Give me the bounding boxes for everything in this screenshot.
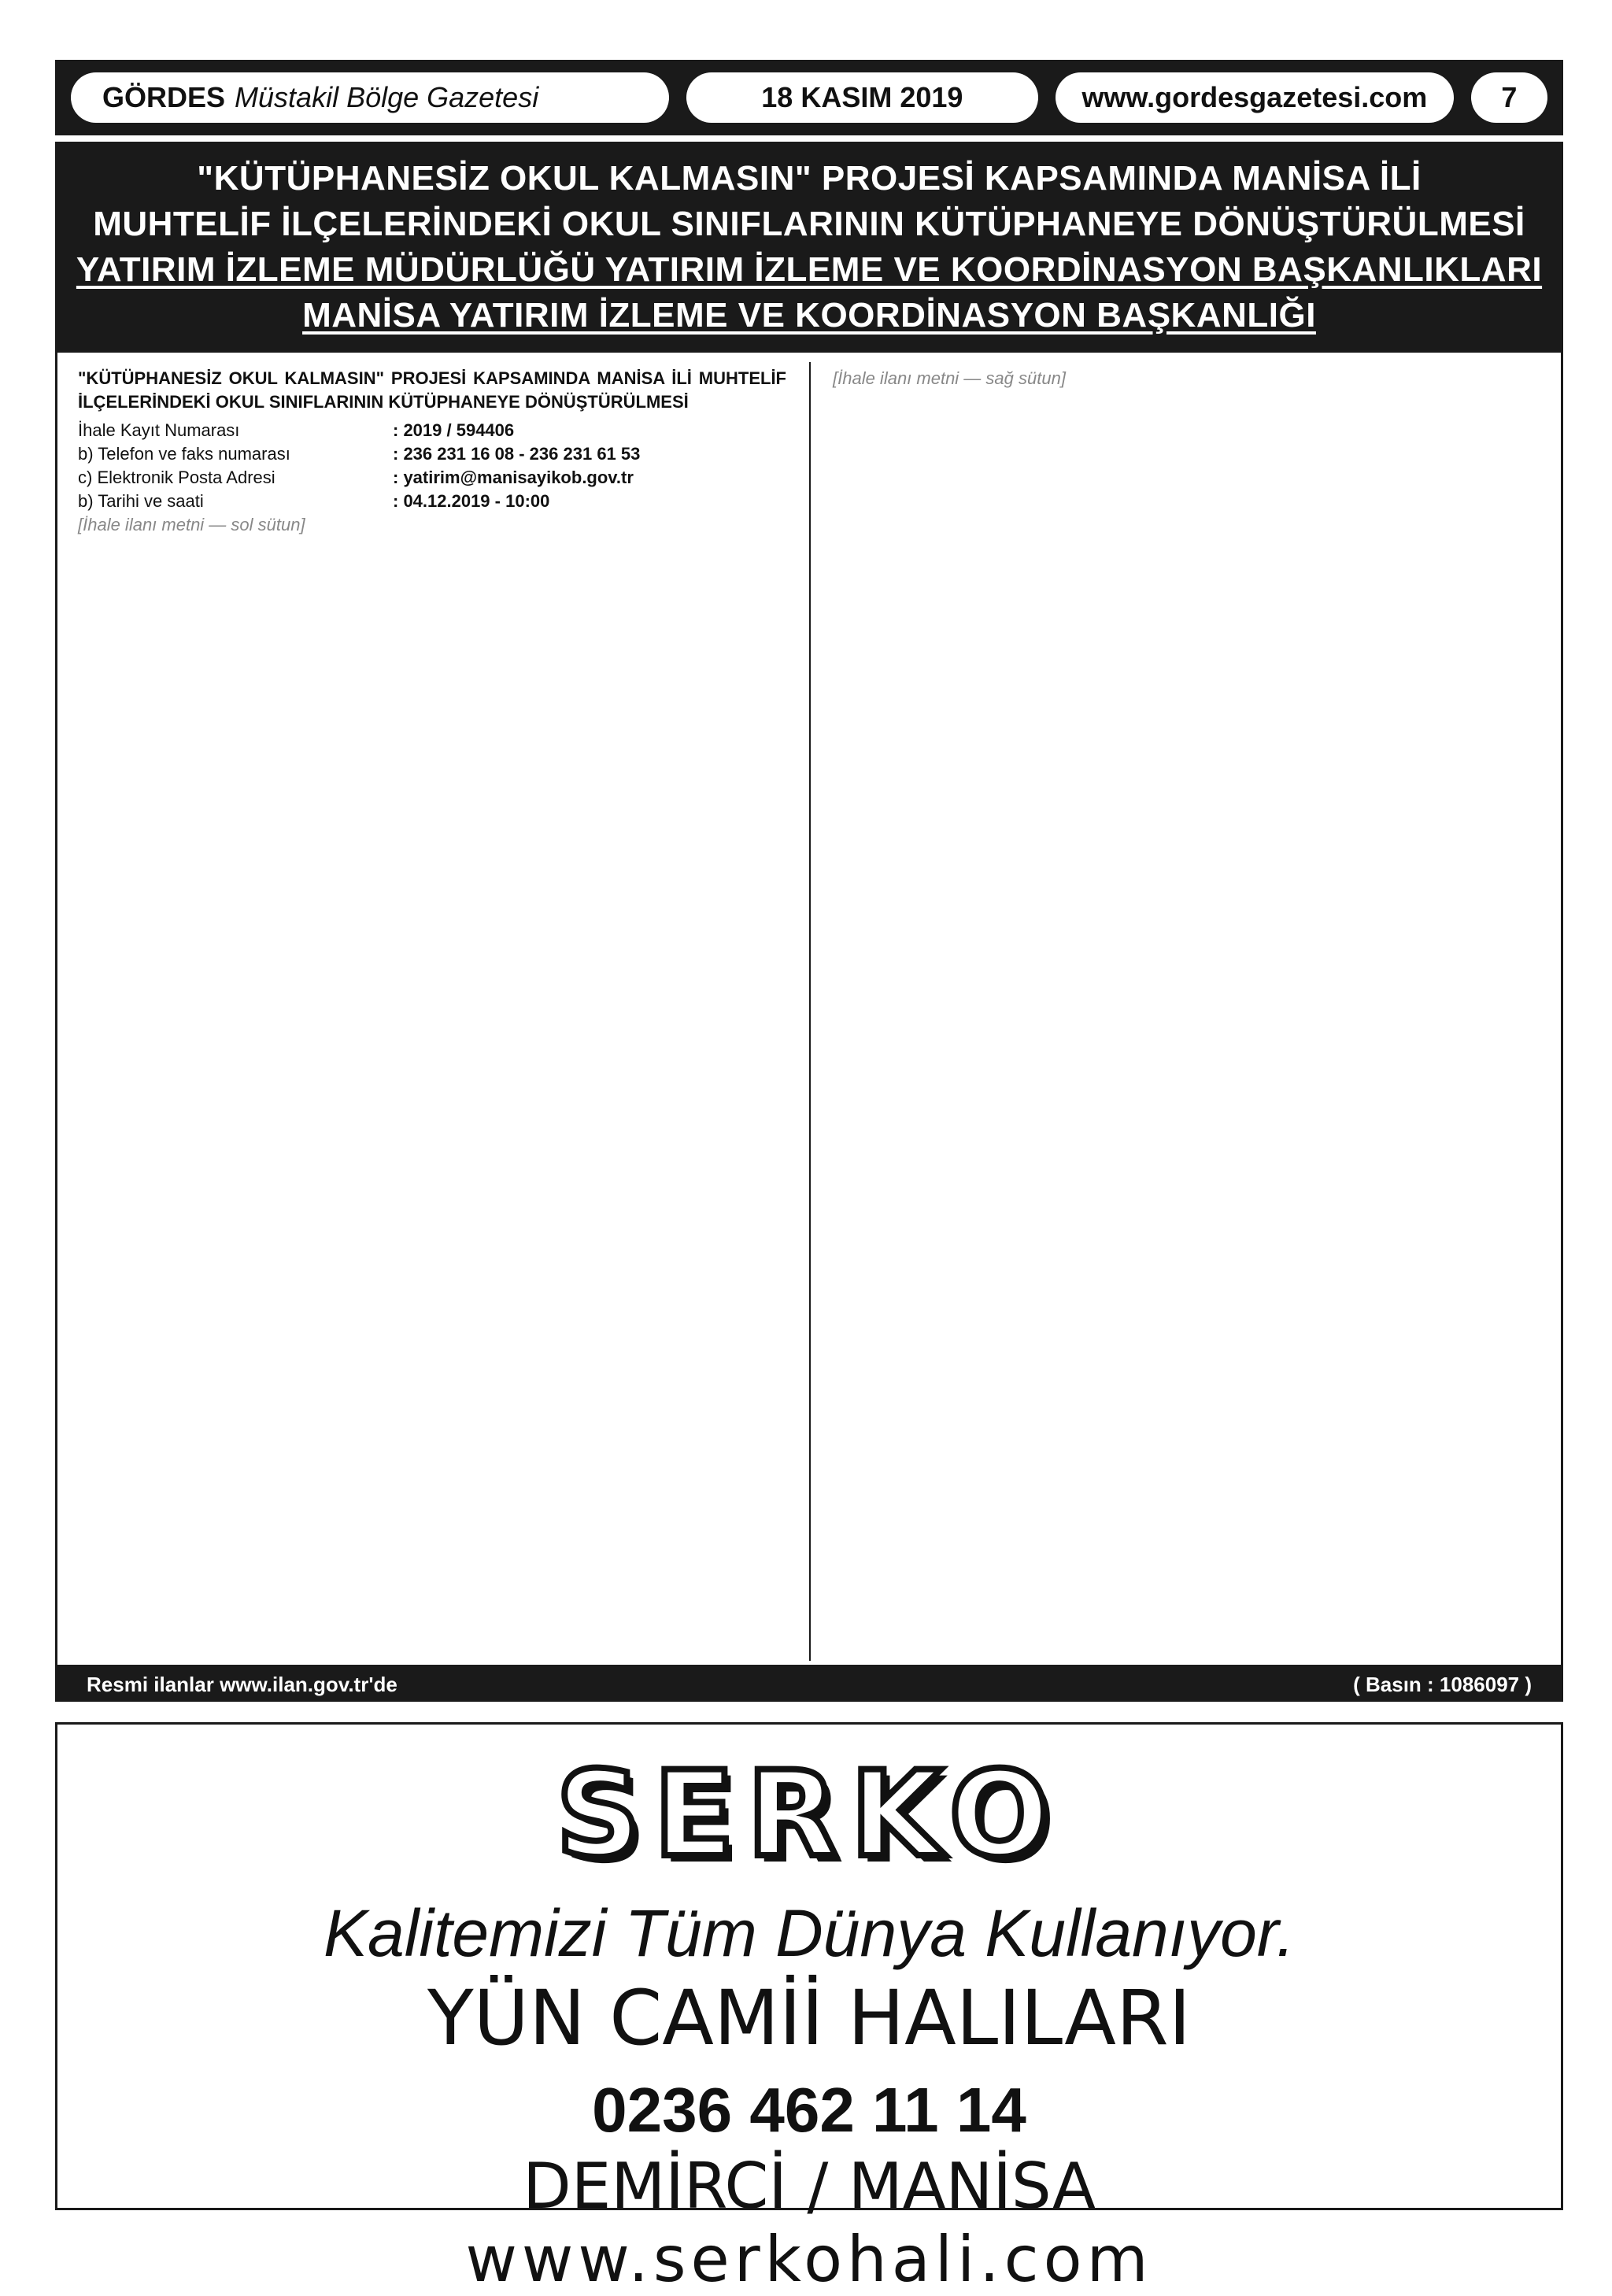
phone-value: : 236 231 16 08 - 236 231 61 53	[393, 444, 641, 464]
newspaper-name-bold: GÖRDES	[102, 81, 226, 113]
tender-body-left: [İhale ilanı metni — sol sütun]	[78, 515, 305, 534]
tender-column-right	[833, 367, 1541, 395]
phone-row	[78, 442, 786, 466]
headline-line-4: MANİSA YATIRIM İZLEME VE KOORDİNASYON BAŞKANLIĞI	[302, 296, 1316, 335]
ad-city: DEMİRCİ / MANİSA	[523, 2150, 1096, 2223]
email-value[interactable]: : yatirim@manisayikob.gov.tr	[393, 468, 634, 487]
tender-headline	[55, 142, 1563, 353]
notice-footer	[55, 1667, 1563, 1702]
issue-date: 18 KASIM 2019	[686, 72, 1038, 123]
phone-label: b) Telefon ve faks numarası	[78, 444, 290, 464]
column-divider	[809, 362, 811, 1661]
email-label: c) Elektronik Posta Adresi	[78, 468, 275, 487]
tender-date-row	[78, 490, 786, 513]
page-number: 7	[1471, 72, 1547, 123]
ad-slogan: Kalitemizi Tüm Dünya Kullanıyor.	[324, 1896, 1295, 1970]
masthead	[55, 60, 1563, 135]
newspaper-name-italic: Müstakil Bölge Gazetesi	[235, 81, 539, 113]
newspaper-name	[71, 72, 669, 123]
ad-brand-logo: SERKO	[556, 1747, 1063, 1884]
press-number: ( Basın : 1086097 )	[1353, 1672, 1532, 1696]
headline-line-1: "KÜTÜPHANESİZ OKUL KALMASIN" PROJESİ KAPSAMINDA MANİSA İLİ	[197, 159, 1422, 198]
ad-url[interactable]: www.serkohali.com	[465, 2223, 1153, 2296]
serko-advertisement	[55, 1722, 1563, 2296]
tender-notice	[55, 353, 1563, 1667]
email-row	[78, 466, 786, 490]
newspaper-url[interactable]: www.gordesgazetesi.com	[1056, 72, 1454, 123]
registration-value: : 2019 / 594406	[393, 420, 515, 440]
headline-line-3: YATIRIM İZLEME MÜDÜRLÜĞÜ YATIRIM İZLEME VE KOORDİNASYON BAŞKANLIKLARI	[76, 250, 1543, 289]
ad-phone: 0236 462 11 14	[592, 2075, 1026, 2145]
tender-intro: "KÜTÜPHANESİZ OKUL KALMASIN" PROJESİ KAPSAMINDA MANİSA İLİ MUHTELİF İLÇELERİNDEKİ OKUL SINIFLARININ KÜTÜPHANEYE DÖNÜŞTÜRÜLMESİ	[78, 368, 786, 412]
headline-line-2: MUHTELİF İLÇELERİNDEKİ OKUL SINIFLARININ KÜTÜPHANEYE DÖNÜŞTÜRÜLMESİ	[93, 205, 1525, 243]
tender-date-label: b) Tarihi ve saati	[78, 491, 204, 511]
tender-date-value: : 04.12.2019 - 10:00	[393, 491, 550, 511]
registration-label: İhale Kayıt Numarası	[78, 420, 240, 440]
tender-body-right: [İhale ilanı metni — sağ sütun]	[833, 368, 1066, 388]
tender-column-left	[78, 367, 786, 542]
official-notices-link[interactable]: Resmi ilanlar www.ilan.gov.tr'de	[87, 1672, 397, 1696]
ad-product: YÜN CAMİİ HALILARI	[427, 1974, 1191, 2062]
registration-row	[78, 419, 786, 442]
